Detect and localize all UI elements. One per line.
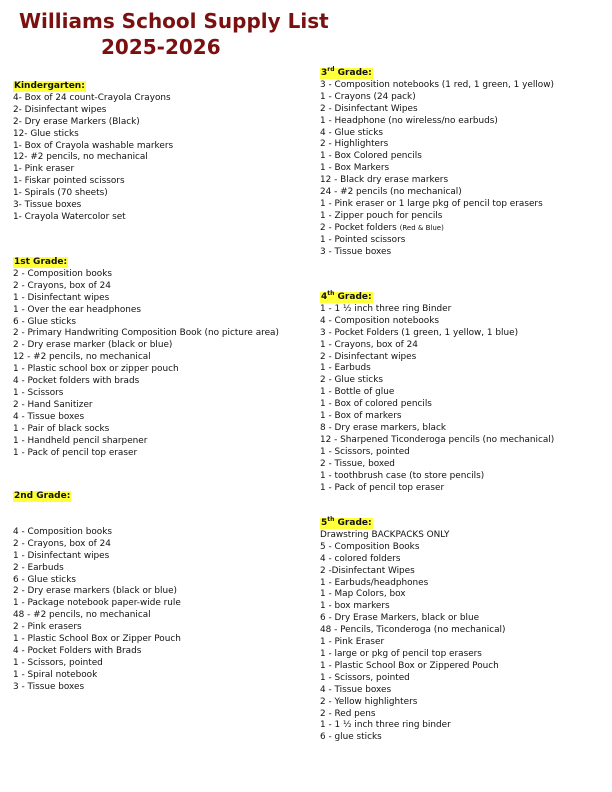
list-item: 1 - Scissors, pointed xyxy=(320,672,410,683)
list-item: 1- Pink eraser xyxy=(13,164,75,175)
grade1-heading: 1st Grade: xyxy=(14,257,68,267)
list-item: 1 - Scissors xyxy=(13,387,64,398)
list-item: 1 - Box of colored pencils xyxy=(320,399,432,410)
list-item: 3- Tissue boxes xyxy=(13,200,82,211)
list-item: 1 - 1 ½ inch three ring Binder xyxy=(320,303,452,314)
list-item: 2 - Tissue, boxed xyxy=(320,458,395,469)
list-item: 3 - Tissue boxes xyxy=(13,681,85,692)
list-item: 1 - Handheld pencil sharpener xyxy=(13,435,148,446)
list-item: 2- Disinfectant wipes xyxy=(13,104,107,115)
kindergarten-heading: Kindergarten: xyxy=(14,81,85,91)
list-item: 4 - Glue sticks xyxy=(320,127,383,138)
list-item: 1 - Earbuds/headphones xyxy=(320,577,429,588)
list-item: 2 - Crayons, box of 24 xyxy=(13,280,111,291)
list-item: 2 - Red pens xyxy=(320,708,376,719)
list-item: 1 - Pack of pencil top eraser xyxy=(320,482,445,493)
list-item: 4 - Pocket Folders with Brads xyxy=(13,645,142,656)
list-item: Drawstring BACKPACKS ONLY xyxy=(320,529,450,540)
list-item: 1 - Plastic School Box or Zippered Pouch xyxy=(320,660,499,671)
grade3-section xyxy=(320,68,554,259)
grade3-list xyxy=(320,80,554,259)
grade5-section xyxy=(320,518,505,744)
list-item: 2 - Disinfectant Wipes xyxy=(320,103,418,114)
list-item: 2 - Pink erasers xyxy=(13,622,82,633)
page-title: Williams School Supply List xyxy=(19,9,329,33)
list-item: 4 - Pocket folders with brads xyxy=(13,376,140,387)
list-item: 1 - Map Colors, box xyxy=(320,589,406,600)
list-item: 3 - Pocket Folders (1 green, 1 yellow, 1 blue) xyxy=(320,327,519,338)
grade1-section xyxy=(13,257,279,459)
grade2-section xyxy=(13,491,181,694)
list-item: 1 - large or pkg of pencil top erasers xyxy=(320,648,482,659)
list-item: 6 - Dry Erase Markers, black or blue xyxy=(320,613,480,624)
list-item: 4 - Composition notebooks xyxy=(320,315,439,326)
list-item: 1 - Spiral notebook xyxy=(13,669,98,680)
list-item: 2 - Composition books xyxy=(13,268,112,279)
list-item: 1- Box of Crayola washable markers xyxy=(13,140,174,151)
list-item: 2 - Crayons, box of 24 xyxy=(13,538,111,549)
list-item: 3 - Composition notebooks (1 red, 1 green, 1 yellow) xyxy=(320,79,554,90)
list-item: 1 - Pink Eraser xyxy=(320,637,385,648)
list-item: 6 - Glue sticks xyxy=(13,574,76,585)
list-item: 1 - Over the ear headphones xyxy=(13,304,141,315)
list-item: 1 - Box Markers xyxy=(320,163,390,174)
list-item: 4 - Tissue boxes xyxy=(13,411,85,422)
list-item: 1 - Disinfectant wipes xyxy=(13,292,110,303)
list-item: 12 - Sharpened Ticonderoga pencils (no mechanical) xyxy=(320,434,555,445)
list-item: 1 - Earbuds xyxy=(320,363,371,374)
folders-note: (Red & Blue) xyxy=(399,223,444,232)
list-item: 2 - Dry erase markers (black or blue) xyxy=(13,586,177,597)
list-item: 4 - Composition books xyxy=(13,526,112,537)
list-item: 8 - Dry erase markers, black xyxy=(320,422,446,433)
list-item: 2 -Disinfectant Wipes xyxy=(320,565,415,576)
list-item: 2 - Pocket folders (Red & Blue) xyxy=(320,222,444,233)
list-item: 12- Glue sticks xyxy=(13,128,79,139)
list-item: 1 - Disinfectant wipes xyxy=(13,550,110,561)
list-item: 3 - Tissue boxes xyxy=(320,246,392,257)
list-item: 48 - Pencils, Ticonderoga (no mechanical) xyxy=(320,625,506,636)
list-item: 1 - 1 ½ inch three ring binder xyxy=(320,720,451,731)
list-item: 12- #2 pencils, no mechanical xyxy=(13,152,148,163)
grade3-items xyxy=(320,80,554,223)
list-item: 1 - box markers xyxy=(320,601,390,612)
list-item: 24 - #2 pencils (no mechanical) xyxy=(320,187,462,198)
list-item: 1 - toothbrush case (to store pencils) xyxy=(320,470,485,481)
list-item: 1 - Pair of black socks xyxy=(13,423,110,434)
grade4-section xyxy=(320,292,554,494)
grade5-heading: 5th Grade: xyxy=(321,516,372,528)
list-item: 5 - Composition Books xyxy=(320,541,420,552)
list-item: 1- Fiskar pointed scissors xyxy=(13,176,125,187)
list-item: 2 - Hand Sanitizer xyxy=(13,399,93,410)
list-item: 1 - Pointed scissors xyxy=(320,234,406,245)
list-item: 1 - Scissors, pointed xyxy=(13,657,103,668)
list-item: 1- Spirals (70 sheets) xyxy=(13,188,108,199)
list-item: 4 - colored folders xyxy=(320,553,401,564)
list-item: 2 - Highlighters xyxy=(320,139,389,150)
list-item: 1 - Bottle of glue xyxy=(320,387,395,398)
list-item: 1 - Box Colored pencils xyxy=(320,151,422,162)
list-item: 1 - Pink eraser or 1 large pkg of pencil top erasers xyxy=(320,198,543,209)
grade1-list xyxy=(13,269,279,460)
list-item: 48 - #2 pencils, no mechanical xyxy=(13,610,151,621)
list-item: 2 - Primary Handwriting Composition Book (no picture area) xyxy=(13,328,279,339)
list-item: 6 - Glue sticks xyxy=(13,316,76,327)
list-item: 2 - Earbuds xyxy=(13,562,64,573)
list-item: 1 - Pack of pencil top eraser xyxy=(13,447,138,458)
grade4-list xyxy=(320,304,554,495)
list-item: 1 - Box of markers xyxy=(320,411,402,422)
list-item: 2- Dry erase Markers (Black) xyxy=(13,116,140,127)
grade3-items-after xyxy=(320,235,554,259)
list-item: 1- Crayola Watercolor set xyxy=(13,211,126,222)
list-item: 6 - glue sticks xyxy=(320,732,382,743)
school-year: 2025-2026 xyxy=(101,35,221,59)
list-item: 1 - Package notebook paper-wide rule xyxy=(13,598,181,609)
list-item: 4- Box of 24 count-Crayola Crayons xyxy=(13,92,171,103)
grade5-list xyxy=(320,530,505,744)
list-item: 1 - Zipper pouch for pencils xyxy=(320,210,443,221)
list-item: 1 - Plastic school box or zipper pouch xyxy=(13,364,179,375)
list-item: 1 - Crayons, box of 24 xyxy=(320,339,418,350)
list-item: 1 - Plastic School Box or Zipper Pouch xyxy=(13,634,181,645)
grade4-heading: 4th Grade: xyxy=(321,290,372,302)
list-item: 2 - Glue sticks xyxy=(320,375,383,386)
list-item: 1 - Scissors, pointed xyxy=(320,446,410,457)
kindergarten-section xyxy=(13,81,173,224)
list-item: 4 - Tissue boxes xyxy=(320,684,392,695)
grade3-heading: 3rd Grade: xyxy=(321,66,372,78)
grade2-heading: 2nd Grade: xyxy=(14,491,71,501)
list-item: 12 - #2 pencils, no mechanical xyxy=(13,352,151,363)
list-item: 2 - Yellow highlighters xyxy=(320,696,418,707)
list-item: 12 - Black dry erase markers xyxy=(320,175,449,186)
grade2-list xyxy=(13,527,181,694)
list-item: 1 - Crayons (24 pack) xyxy=(320,91,416,102)
kindergarten-list xyxy=(13,93,173,224)
list-item: 1 - Headphone (no wireless/no earbuds) xyxy=(320,115,498,126)
list-item: 2 - Dry erase marker (black or blue) xyxy=(13,340,173,351)
list-item: 2 - Disinfectant wipes xyxy=(320,351,417,362)
